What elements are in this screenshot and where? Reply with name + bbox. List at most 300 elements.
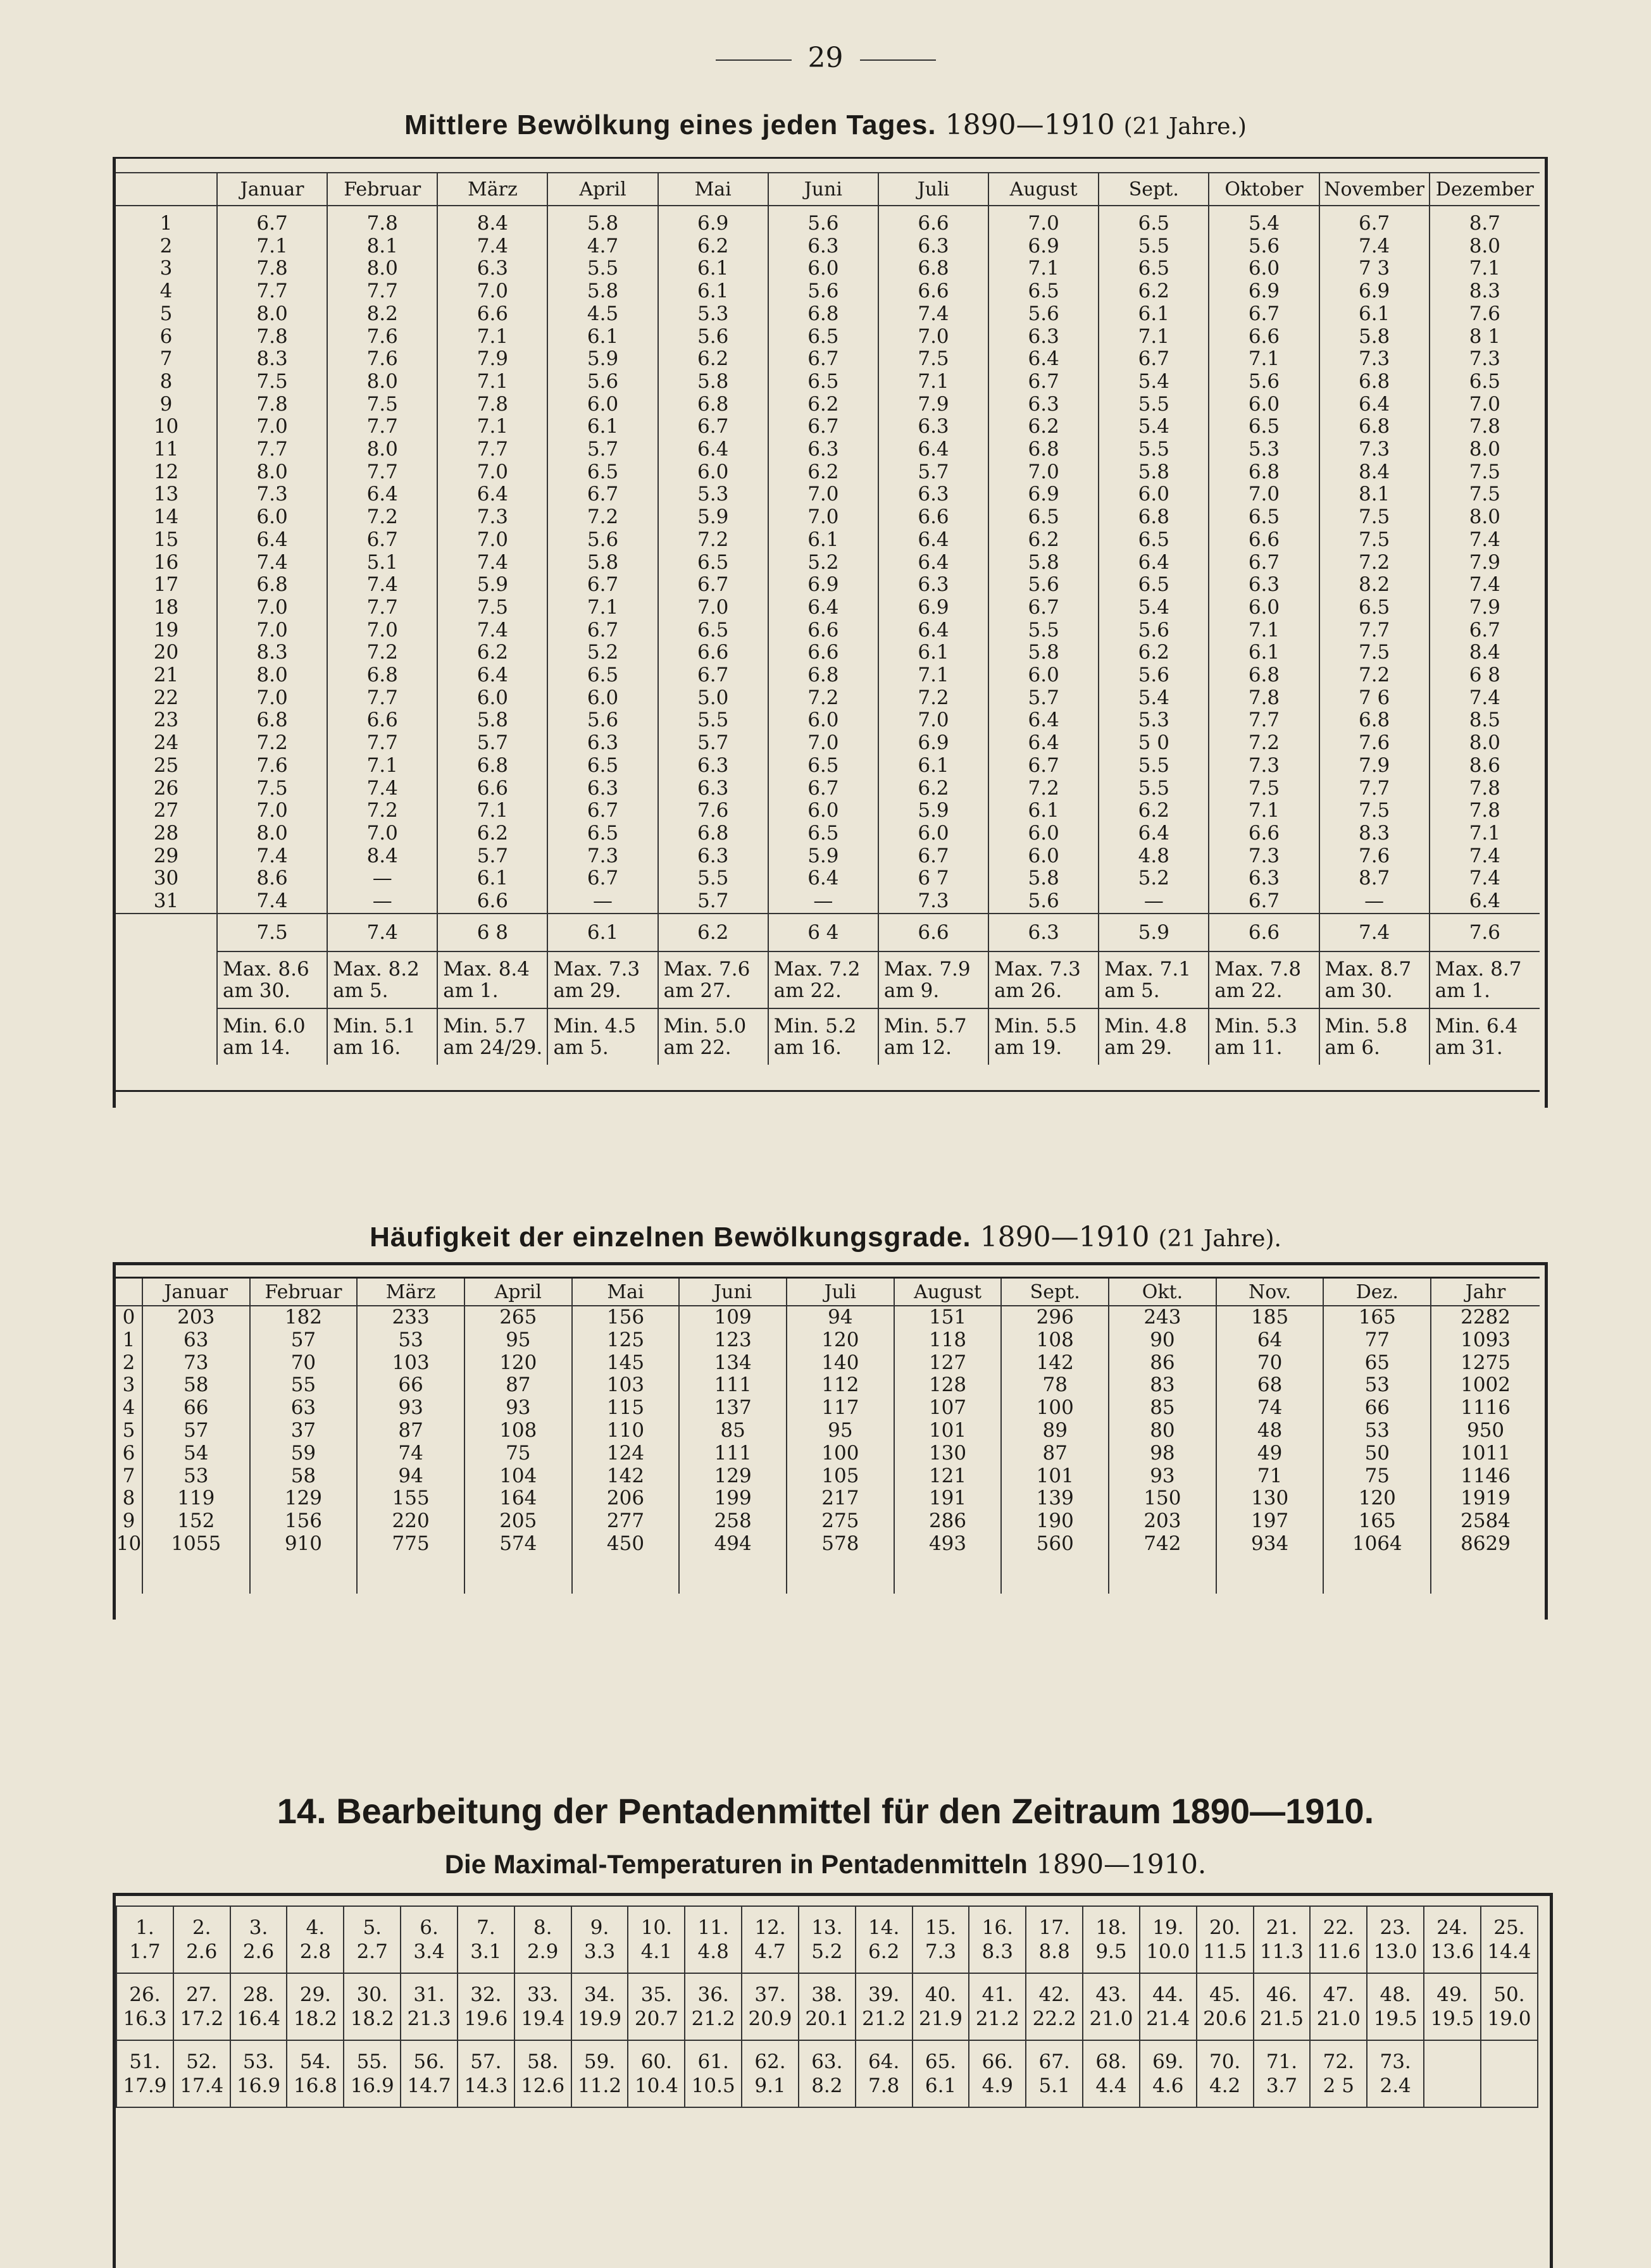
table-row <box>116 822 1540 845</box>
frequency-count: 50 <box>1323 1442 1431 1465</box>
pentad-temperature: 17.4 <box>180 2074 224 2097</box>
frequency-count: 53 <box>1323 1374 1431 1397</box>
cloudiness-value: 8.0 <box>1430 506 1540 529</box>
max-day: am 9. <box>883 979 940 1002</box>
frequency-count: 233 <box>357 1306 464 1329</box>
table2-tail-cell <box>572 1556 680 1594</box>
cloudiness-value: 6.5 <box>1099 257 1209 280</box>
monthly-min <box>658 1008 768 1065</box>
frequency-count: 450 <box>572 1533 680 1556</box>
cloudiness-value: 6.7 <box>327 529 437 552</box>
day-number: 3 <box>159 257 173 280</box>
cloudiness-value: 5.6 <box>1209 371 1319 393</box>
pentad-temperature: 4.2 <box>1209 2074 1241 2097</box>
table-row <box>116 800 1540 822</box>
cloudiness-value: 5.8 <box>1099 461 1209 484</box>
dash-left <box>716 59 792 61</box>
table1-month-header: Juli <box>878 173 988 206</box>
cloudiness-value: 5.2 <box>1099 867 1209 890</box>
pentad-cell <box>514 1973 571 2040</box>
cloudiness-value: 7.3 <box>1430 348 1540 371</box>
cloudiness-value: 6.8 <box>768 303 878 326</box>
cloudiness-value: 7.5 <box>1319 641 1430 664</box>
pentad-number: 48. <box>1380 1983 1411 2006</box>
frequency-count: 128 <box>894 1374 1002 1397</box>
max-value: Max. 7.6 <box>663 957 751 981</box>
max-value: Max. 7.3 <box>994 957 1081 981</box>
pentad-number: 37. <box>754 1983 786 2006</box>
pentad-cell <box>571 1906 628 1973</box>
pentad-number: 52. <box>186 2050 218 2073</box>
cloudiness-value: 7.1 <box>437 416 547 438</box>
table-row <box>116 461 1540 484</box>
frequency-count: 73 <box>142 1352 250 1375</box>
cloudiness-value: 8.2 <box>327 303 437 326</box>
cloudiness-value: 7 3 <box>1319 257 1430 280</box>
table-row <box>116 552 1540 574</box>
frequency-count: 85 <box>1109 1397 1216 1420</box>
pentad-number: 70. <box>1209 2050 1241 2073</box>
frequency-count: 49 <box>1216 1442 1324 1465</box>
cloudiness-value: 5.4 <box>1099 597 1209 619</box>
pentad-temperature: 4.7 <box>754 1940 786 1963</box>
min-value: Min. 6.4 <box>1435 1014 1518 1038</box>
pentad-cell <box>1254 1973 1311 2040</box>
pentad-cell <box>344 1906 401 1973</box>
frequency-count: 165 <box>1323 1306 1431 1329</box>
pentad-temperature: 4.4 <box>1095 2074 1127 2097</box>
cloudiness-value: 5.3 <box>658 483 768 506</box>
table2-tail-cell <box>142 1556 250 1594</box>
averages-label <box>116 914 217 951</box>
table-row <box>116 280 1540 303</box>
cloudiness-value: 7.1 <box>547 597 657 619</box>
cloudiness-value: 6.0 <box>1099 483 1209 506</box>
min-day: am 16. <box>333 1036 401 1059</box>
pentad-number: 27. <box>186 1983 218 2006</box>
cloudiness-value: 7.4 <box>437 619 547 642</box>
cloudiness-value: 5.2 <box>547 641 657 664</box>
min-day: am 14. <box>222 1036 291 1059</box>
pentad-temperature: 8.3 <box>981 1940 1013 1963</box>
cloudiness-value: 5.6 <box>547 529 657 552</box>
pentad-cell <box>913 1973 969 2040</box>
frequency-count: 120 <box>1323 1487 1431 1510</box>
pentad-number: 59. <box>583 2050 616 2073</box>
cloudiness-grade: 9 <box>122 1509 135 1533</box>
pentad-number: 40. <box>925 1983 957 2006</box>
cloudiness-value: 7.9 <box>1430 597 1540 619</box>
pentad-number: 2. <box>192 1916 211 1939</box>
cloudiness-value: 7.2 <box>1209 732 1319 755</box>
monthly-max <box>437 951 547 1008</box>
monthly-min <box>1209 1008 1319 1065</box>
cloudiness-value: 6.0 <box>878 822 988 845</box>
monthly-max <box>658 951 768 1008</box>
max-value: Max. 8.2 <box>333 957 420 981</box>
pentad-temperature: 10.0 <box>1146 1940 1190 1963</box>
pentad-temperature: 16.9 <box>237 2074 281 2097</box>
cloudiness-grade: 3 <box>122 1373 135 1397</box>
max-value: Max. 7.8 <box>1214 957 1302 981</box>
min-value: Min. 5.7 <box>443 1014 526 1038</box>
cloudiness-value: 7.0 <box>327 822 437 845</box>
cloudiness-grade: 5 <box>122 1418 135 1442</box>
cloudiness-value: 6.5 <box>1099 529 1209 552</box>
pentad-temperature: 19.5 <box>1430 2007 1474 2030</box>
table1-month-header: Dezember <box>1430 173 1540 206</box>
pentad-cell <box>1083 2040 1140 2107</box>
min-day: am 24/29. <box>443 1036 543 1059</box>
cloudiness-value: 7.8 <box>217 326 327 349</box>
cloudiness-value: 8.0 <box>1430 235 1540 258</box>
table-row <box>116 371 1540 393</box>
monthly-average: 7.4 <box>1319 914 1430 951</box>
table-row <box>116 506 1540 529</box>
frequency-count: 95 <box>464 1329 572 1352</box>
frequency-count: 57 <box>142 1420 250 1442</box>
cloudiness-value: 6.8 <box>1099 506 1209 529</box>
pentad-temperature: 21.9 <box>918 2007 963 2030</box>
max-row <box>116 951 1540 1008</box>
frequency-count: 66 <box>357 1374 464 1397</box>
table2-tail-cell <box>250 1556 358 1594</box>
cloudiness-value: 6.7 <box>217 206 327 235</box>
cloudiness-value: 6.5 <box>658 552 768 574</box>
table-row <box>116 1973 1538 2040</box>
cloudiness-value: 8.1 <box>327 235 437 258</box>
frequency-count: 203 <box>142 1306 250 1329</box>
table-row <box>116 1329 1540 1352</box>
min-label <box>116 1008 217 1065</box>
pentad-cell <box>230 1906 287 1973</box>
table-row <box>116 778 1540 800</box>
pentad-temperature: 9.5 <box>1095 1940 1127 1963</box>
pentad-temperature: 17.9 <box>123 2074 167 2097</box>
min-value: Min. 5.2 <box>773 1014 857 1038</box>
pentad-number: 8. <box>533 1916 552 1939</box>
frequency-count: 66 <box>1323 1397 1431 1420</box>
cloudiness-value: 6.4 <box>768 597 878 619</box>
cloudiness-value: 6.6 <box>437 778 547 800</box>
cloudiness-value: 6.7 <box>768 416 878 438</box>
cloudiness-value: 7.7 <box>1209 709 1319 732</box>
pentad-cell <box>230 1973 287 2040</box>
cloudiness-value: 8.1 <box>1319 483 1430 506</box>
pentad-temperature: 5.1 <box>1038 2074 1070 2097</box>
table2-title-span: (21 Jahre). <box>1158 1226 1281 1252</box>
frequency-count: 93 <box>357 1397 464 1420</box>
cloudiness-value: 7.7 <box>217 438 327 461</box>
table-row <box>116 1352 1540 1375</box>
frequency-count: 206 <box>572 1487 680 1510</box>
min-value: Min. 5.1 <box>333 1014 416 1038</box>
cloudiness-value: 7.9 <box>437 348 547 371</box>
table-row <box>116 597 1540 619</box>
cloudiness-value: 7.7 <box>217 280 327 303</box>
max-value: Max. 8.4 <box>443 957 530 981</box>
cloudiness-value: 6.7 <box>547 574 657 597</box>
cloudiness-value: 6.1 <box>658 257 768 280</box>
frequency-count: 89 <box>1001 1420 1109 1442</box>
pentad-number: 26. <box>129 1983 161 2006</box>
pentad-cell <box>1481 1973 1538 2040</box>
pentad-cell <box>571 2040 628 2107</box>
cloudiness-value: 7.1 <box>1209 348 1319 371</box>
cloudiness-value: 8.6 <box>217 867 327 890</box>
day-number: 6 <box>159 325 173 348</box>
cloudiness-value: 7.0 <box>988 206 1099 235</box>
page-number-text: 29 <box>807 42 844 74</box>
table2-column-header: Okt. <box>1109 1278 1216 1306</box>
pentad-temperature: 8.8 <box>1038 1940 1070 1963</box>
pentad-cell <box>1310 1906 1367 1973</box>
day-number: 27 <box>153 799 179 822</box>
cloudiness-value: 6.1 <box>1319 303 1430 326</box>
cloudiness-value: 7.1 <box>988 257 1099 280</box>
cloudiness-value: 7.1 <box>1209 619 1319 642</box>
frequency-count: 70 <box>250 1352 358 1375</box>
cloudiness-value: 7.3 <box>217 483 327 506</box>
cloudiness-value: 8.3 <box>1319 822 1430 845</box>
pentad-cell <box>1140 1906 1197 1973</box>
pentad-number: 44. <box>1152 1983 1184 2006</box>
pentad-temperature: 11.2 <box>578 2074 622 2097</box>
frequency-count: 1011 <box>1431 1442 1540 1465</box>
day-number: 13 <box>153 483 179 506</box>
max-day: am 22. <box>1214 979 1283 1002</box>
pentad-number: 4. <box>306 1916 325 1939</box>
cloudiness-value: 7.0 <box>327 619 437 642</box>
cloudiness-value: 7.6 <box>1430 303 1540 326</box>
table2-column-header: August <box>894 1278 1002 1306</box>
cloudiness-value: 6.8 <box>768 664 878 687</box>
table-row <box>116 890 1540 914</box>
pentad-temperature: 19.0 <box>1487 2007 1531 2030</box>
pentad-temperature: 9.1 <box>754 2074 786 2097</box>
frequency-count: 142 <box>1001 1352 1109 1375</box>
cloudiness-value: 7.3 <box>1209 845 1319 868</box>
pentad-cell <box>1197 2040 1254 2107</box>
cloudiness-value: 5.8 <box>988 641 1099 664</box>
pentad-number: 63. <box>811 2050 843 2073</box>
cloudiness-value: 5.9 <box>547 348 657 371</box>
cloudiness-value: 5.7 <box>658 732 768 755</box>
day-number: 22 <box>153 686 179 709</box>
pentad-number: 1. <box>135 1916 154 1939</box>
table-row <box>116 235 1540 258</box>
cloudiness-value: 6.7 <box>658 416 768 438</box>
cloudiness-value: 6.4 <box>878 552 988 574</box>
frequency-count: 108 <box>1001 1329 1109 1352</box>
table2-column-header: Dez. <box>1323 1278 1431 1306</box>
cloudiness-value: 5.5 <box>1099 393 1209 416</box>
pentad-cell <box>1481 1906 1538 1973</box>
pentad-temperature: 4.6 <box>1152 2074 1184 2097</box>
frequency-count: 1919 <box>1431 1487 1540 1510</box>
pentad-cell <box>1310 1973 1367 2040</box>
pentad-temperature: 10.4 <box>634 2074 678 2097</box>
monthly-average: 7.6 <box>1430 914 1540 951</box>
cloudiness-value: 8.4 <box>1430 641 1540 664</box>
cloudiness-value: 7.1 <box>437 326 547 349</box>
table2-tail-cell <box>679 1556 787 1594</box>
max-value: Max. 8.7 <box>1435 957 1522 981</box>
table2-tail-cell <box>116 1556 142 1594</box>
table2-column-header: Jahr <box>1431 1278 1540 1306</box>
pentad-temperature: 11.5 <box>1203 1940 1247 1963</box>
cloudiness-value: 7.4 <box>437 552 547 574</box>
table-row <box>116 687 1540 710</box>
table2-header-row <box>116 1278 1540 1306</box>
cloudiness-value: 7.0 <box>437 280 547 303</box>
table-row <box>116 1906 1538 1973</box>
frequency-count: 1116 <box>1431 1397 1540 1420</box>
frequency-count: 71 <box>1216 1465 1324 1488</box>
cloudiness-value: 6.0 <box>1209 257 1319 280</box>
frequency-count: 94 <box>357 1465 464 1488</box>
cloudiness-value: 5 0 <box>1099 732 1209 755</box>
cloudiness-value: 7.5 <box>1430 461 1540 484</box>
cloudiness-value: 8.0 <box>1430 732 1540 755</box>
pentad-cell <box>230 2040 287 2107</box>
cloudiness-value: 6.3 <box>1209 867 1319 890</box>
cloudiness-value: 7.8 <box>327 206 437 235</box>
cloudiness-value: 6.6 <box>1209 822 1319 845</box>
pentad-number: 18. <box>1095 1916 1127 1939</box>
cloudiness-value: 6.7 <box>547 867 657 890</box>
max-value: Max. 7.1 <box>1104 957 1191 981</box>
table1-month-header: April <box>547 173 657 206</box>
monthly-max <box>878 951 988 1008</box>
table1-title-years: 1890—1910 <box>945 109 1115 141</box>
cloudiness-value: 6.2 <box>437 822 547 845</box>
cloudiness-value: 7.1 <box>878 371 988 393</box>
pentad-number: 38. <box>811 1983 843 2006</box>
cloudiness-value: 6.3 <box>658 778 768 800</box>
frequency-count: 37 <box>250 1420 358 1442</box>
pentad-cell <box>116 2040 173 2107</box>
frequency-count: 124 <box>572 1442 680 1465</box>
table1-month-header: Oktober <box>1209 173 1319 206</box>
cloudiness-value: — <box>1099 890 1209 914</box>
table-row <box>116 529 1540 552</box>
cloudiness-value: 6.6 <box>437 890 547 914</box>
pentad-cell <box>1026 1906 1083 1973</box>
table-row <box>116 438 1540 461</box>
pentad-temperature: 4.1 <box>640 1940 673 1963</box>
table-row <box>116 1420 1540 1442</box>
cloudiness-value: 5.8 <box>988 552 1099 574</box>
frequency-count: 220 <box>357 1510 464 1533</box>
monthly-min <box>768 1008 878 1065</box>
cloudiness-value: 6.1 <box>547 326 657 349</box>
day-number: 30 <box>153 867 179 890</box>
pentad-number: 6. <box>420 1916 439 1939</box>
cloudiness-value: 6.2 <box>768 393 878 416</box>
cloudiness-value: 6.8 <box>1209 461 1319 484</box>
cloudiness-value: 6.8 <box>327 664 437 687</box>
table2-title <box>0 1221 1651 1253</box>
pentad-number: 73. <box>1380 2050 1411 2073</box>
monthly-min <box>1099 1008 1209 1065</box>
cloudiness-value: 5.5 <box>1099 235 1209 258</box>
frequency-count: 100 <box>787 1442 894 1465</box>
pentad-number: 33. <box>527 1983 559 2006</box>
cloudiness-value: 7.7 <box>327 687 437 710</box>
pentad-cell <box>1367 2040 1424 2107</box>
cloudiness-value: 7.7 <box>327 597 437 619</box>
table-row <box>116 619 1540 642</box>
cloudiness-value: 7.0 <box>658 597 768 619</box>
table1-month-header: Mai <box>658 173 768 206</box>
pentad-cell <box>685 2040 742 2107</box>
cloudiness-value: 5.6 <box>1099 664 1209 687</box>
day-number: 7 <box>159 347 173 371</box>
monthly-min <box>217 1008 327 1065</box>
cloudiness-value: 7.5 <box>327 393 437 416</box>
pentad-number: 31. <box>413 1983 445 2006</box>
cloudiness-value: 6 7 <box>878 867 988 890</box>
pentad-temperature: 22.2 <box>1032 2007 1076 2030</box>
cloudiness-value: 6.6 <box>658 641 768 664</box>
cloudiness-value: 8.0 <box>217 822 327 845</box>
table1-month-header: Juni <box>768 173 878 206</box>
cloudiness-value: 7.2 <box>327 641 437 664</box>
max-day: am 26. <box>994 979 1062 1002</box>
cloudiness-value: 8.3 <box>1430 280 1540 303</box>
frequency-count: 100 <box>1001 1397 1109 1420</box>
cloudiness-grade: 10 <box>116 1532 142 1555</box>
cloudiness-value: 6.0 <box>437 687 547 710</box>
monthly-min <box>878 1008 988 1065</box>
max-day: am 1. <box>1435 979 1491 1002</box>
cloudiness-value: 6.0 <box>768 800 878 822</box>
frequency-count: 296 <box>1001 1306 1109 1329</box>
pentad-temperature: 19.9 <box>578 2007 622 2030</box>
cloudiness-value: — <box>327 867 437 890</box>
cloudiness-value: 7.8 <box>1430 416 1540 438</box>
cloudiness-value: 6.7 <box>1099 348 1209 371</box>
cloudiness-value: 5.5 <box>1099 778 1209 800</box>
pentad-temperature: 21.4 <box>1146 2007 1190 2030</box>
cloudiness-value: 5.6 <box>988 890 1099 914</box>
cloudiness-value: 6.8 <box>878 257 988 280</box>
frequency-count: 87 <box>357 1420 464 1442</box>
cloudiness-value: 7.1 <box>1430 822 1540 845</box>
table-row <box>116 416 1540 438</box>
pentad-number: 21. <box>1266 1916 1298 1939</box>
frequency-count: 152 <box>142 1510 250 1533</box>
table-row <box>116 393 1540 416</box>
cloudiness-value: 6.5 <box>768 371 878 393</box>
frequency-count: 74 <box>357 1442 464 1465</box>
cloudiness-value: 7.6 <box>327 326 437 349</box>
cloudiness-value: 7.1 <box>437 371 547 393</box>
day-number: 15 <box>153 528 179 551</box>
frequency-count: 182 <box>250 1306 358 1329</box>
cloudiness-value: 5.7 <box>658 890 768 914</box>
frequency-count: 140 <box>787 1352 894 1375</box>
pentad-temperature: 8.2 <box>811 2074 843 2097</box>
day-number: 4 <box>159 280 173 303</box>
cloudiness-value: 6.8 <box>658 393 768 416</box>
cloudiness-value: 6.0 <box>768 709 878 732</box>
table-row <box>116 1442 1540 1465</box>
monthly-max <box>1099 951 1209 1008</box>
frequency-count: 53 <box>1323 1420 1431 1442</box>
monthly-average: 6.6 <box>878 914 988 951</box>
